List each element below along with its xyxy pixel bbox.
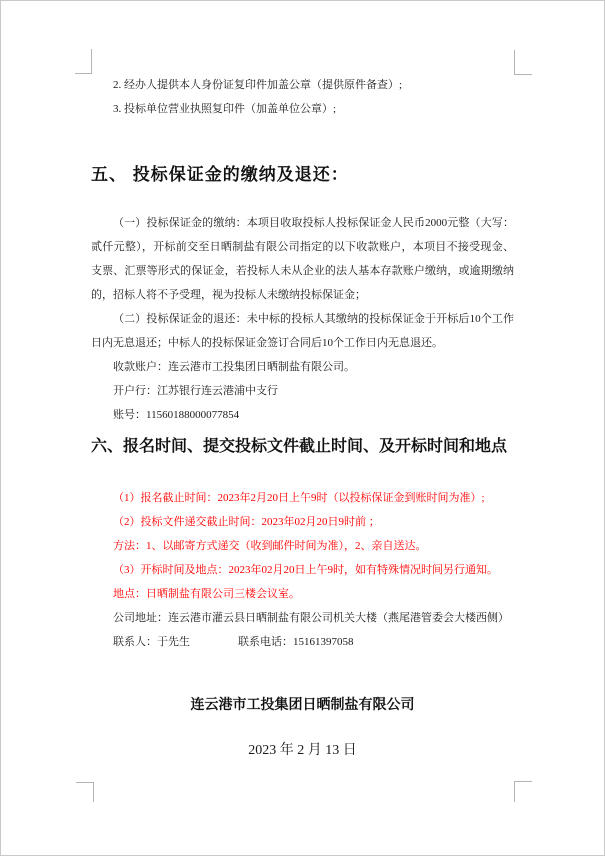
section6-heading: 六、报名时间、提交投标文件截止时间、及开标时间和地点: [91, 438, 508, 455]
document-content: [91, 73, 514, 761]
contact-name: 于先生: [157, 636, 190, 648]
account-number-line: 账号：11560188000077854: [113, 409, 240, 421]
crop-mark-bottom-left: [76, 782, 94, 802]
receiving-account-line: 收款账户：连云港市工投集团日晒制盐有限公司。: [113, 361, 355, 373]
company-address-line: 公司地址：连云港市灌云县日晒制盐有限公司机关大楼（燕尾港管委会大楼西侧）: [113, 612, 509, 624]
crop-mark-top-right: [514, 50, 532, 75]
section5-paragraph-2: （二）投标保证金的退还：未中标的投标人其缴纳的投标保证金于开标后10个工作日内无息退还；中标人的投标保证金签订合同后10个工作日内无息退还。: [91, 313, 514, 349]
phone-number: 15161397058: [293, 636, 354, 648]
bank-line: 开户行：江苏银行连云港浦中支行: [113, 385, 278, 397]
bid-submission-deadline-line: （2）投标文件递交截止时间：2023年02月20日9时前 ；: [113, 516, 380, 528]
submission-method-line: 方法：1、以邮寄方式递交（收到邮件时间为准），2、亲自送达。: [113, 540, 427, 552]
bid-opening-place-line: 地点：日晒制盐有限公司三楼会议室。: [113, 588, 300, 600]
section5-heading: 五、 投标保证金的缴纳及退还：: [91, 165, 349, 184]
intro-line-2: 2. 经办人提供本人身份证复印件加盖公章（提供原件备查）;: [113, 79, 403, 91]
footer-date: 2023 年 2 月 13 日: [248, 743, 357, 758]
bid-opening-time-line: （3）开标时间及地点：2023年02月20日上午9时，如有特殊情况时间另行通知。: [113, 564, 498, 576]
contact-label: 联系人：: [113, 636, 157, 648]
footer-company-name: 连云港市工投集团日晒制盐有限公司: [190, 696, 415, 712]
phone-label: 联系电话：: [238, 636, 293, 648]
intro-line-3: 3. 投标单位营业执照复印件（加盖单位公章）;: [113, 103, 337, 115]
contact-line: [91, 630, 514, 654]
section5-paragraph-1: （一）投标保证金的缴纳：本项目收取投标人投标保证金人民币2000元整（大写：贰仟元整），开标前交至日晒制盐有限公司指定的以下收款账户，本项目不接受现金、支票、汇票等形式的保证金，若投标人未从企业的法人基本存款账户缴纳，或逾期缴纳的，招标人将不予受理，视为投标人未缴纳投标保证金；: [91, 217, 514, 301]
crop-mark-bottom-right: [514, 781, 532, 802]
signup-deadline-line: （1）报名截止时间：2023年2月20日上午9时（以投标保证金到账时间为准）;: [113, 492, 485, 504]
crop-mark-top-left: [75, 49, 92, 74]
